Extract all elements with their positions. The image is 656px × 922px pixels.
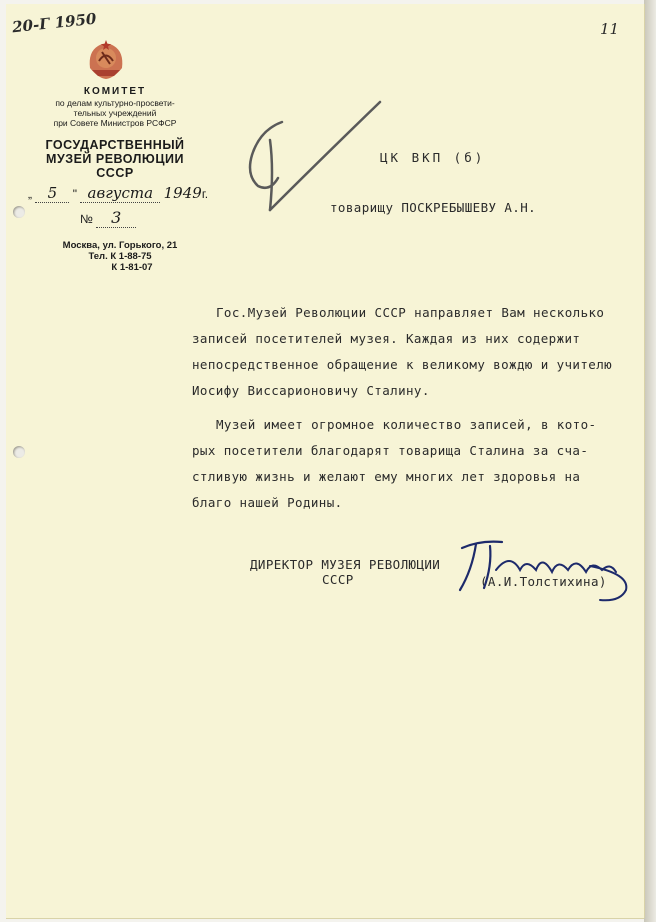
committee-title: КОМИТЕТ (83, 86, 147, 97)
address-block (30, 240, 210, 273)
number-value: 3 (96, 208, 136, 228)
committee-line: при Совете Министров РСФСР (53, 118, 177, 128)
address-line: Тел. К 1-88-75 (88, 251, 152, 262)
signatory-title-sub: СССР (322, 572, 354, 587)
paragraph-line: рых посетители благодарят товарища Сталина за сча- (192, 443, 589, 458)
signatory-name: (А.И.Толстихина) (480, 574, 607, 589)
date-month: августа (80, 184, 160, 203)
recipient: ЦК ВКП (б) (380, 150, 486, 165)
paragraph-line: записей посетителей музея. Каждая из них содержит (192, 331, 581, 346)
number-line (80, 208, 136, 228)
addressee: товарищу ПОСКРЕБЫШЕВУ А.Н. (330, 200, 537, 215)
scan-edge (644, 0, 656, 922)
museum-line: ГОСУДАРСТВЕННЫЙ (45, 138, 185, 152)
committee-line: тельных учреждений (73, 108, 157, 118)
handwritten-signature (440, 530, 640, 610)
paragraph-line: стливую жизнь и желают ему многих лет здоровья на (192, 469, 581, 484)
museum-line: СССР (96, 166, 134, 180)
paragraph-line: непосредственное обращение к великому вождю и учителю (192, 357, 613, 372)
paragraph-line: благо нашей Родины. (192, 495, 343, 510)
address-line: К 1-81-07 (111, 262, 153, 273)
date-year: 1949 (163, 184, 202, 202)
museum-title (20, 138, 210, 180)
paragraph-line: Гос.Музей Революции СССР направляет Вам несколько (216, 305, 605, 320)
paragraph (192, 412, 596, 516)
page-number: 11 (600, 20, 620, 38)
paragraph-line: Музей имеет огромное количество записей, в кото- (216, 417, 597, 432)
date-line: „ 5 " августа 1949г. (28, 184, 209, 202)
punch-hole (13, 446, 25, 458)
number-label: № (80, 212, 93, 226)
punch-hole (13, 206, 25, 218)
signatory-title: ДИРЕКТОР МУЗЕЯ РЕВОЛЮЦИИ (250, 557, 441, 572)
paragraph-line: Иосифу Виссарионовичу Сталину. (192, 383, 430, 398)
museum-line: МУЗЕЙ РЕВОЛЮЦИИ (46, 152, 184, 166)
date-suffix: г. (201, 187, 209, 201)
address-line: Москва, ул. Горького, 21 (62, 240, 178, 251)
date-day: 5 (35, 184, 69, 203)
paragraph (192, 300, 612, 404)
ussr-emblem-icon (84, 38, 128, 82)
committee-line: по делам культурно-просвети- (55, 98, 175, 108)
archive-mark: 20-Г 1950 (11, 9, 98, 37)
committee-subtitle (20, 98, 210, 128)
date-quote: „ (28, 187, 32, 201)
